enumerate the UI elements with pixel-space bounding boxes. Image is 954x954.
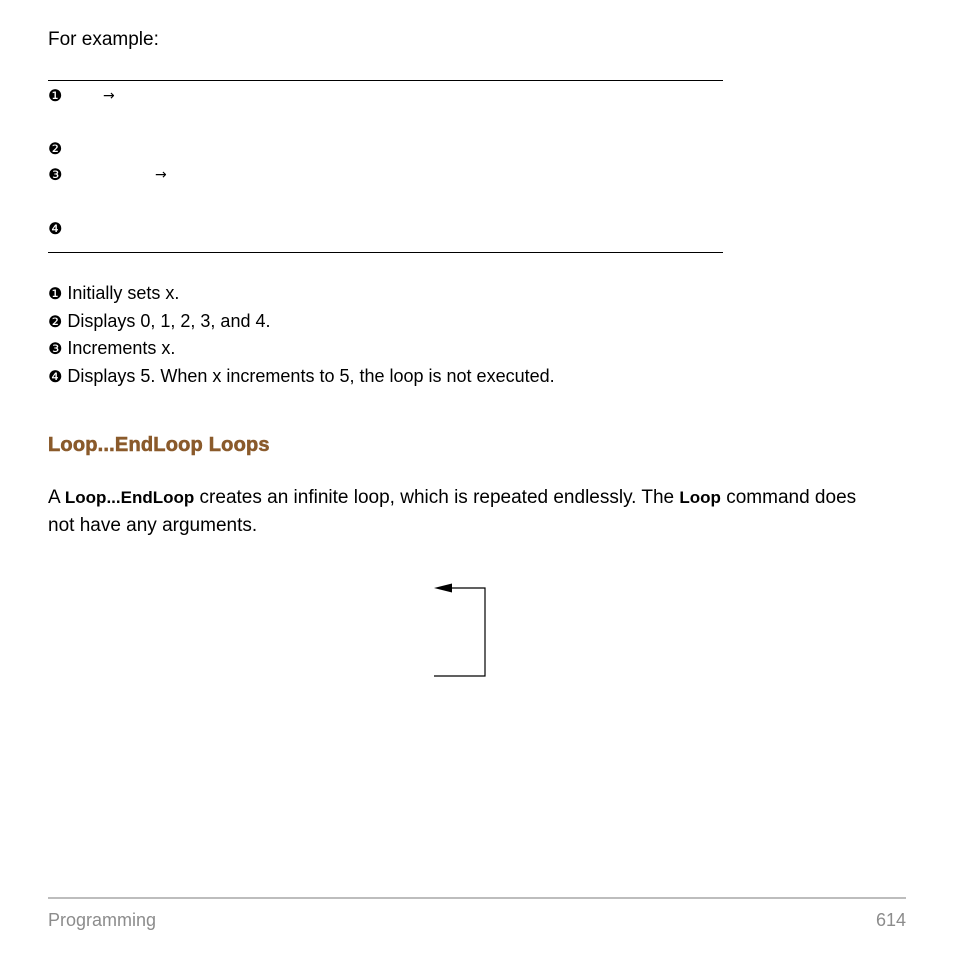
note-text: Displays 5. When x increments to 5, the loop is not executed. bbox=[67, 365, 555, 386]
keyword-loop-endloop: Loop...EndLoop bbox=[64, 488, 195, 507]
code-bottom-rule bbox=[48, 252, 723, 253]
note-item bbox=[48, 363, 555, 391]
store-arrow-icon: → bbox=[155, 167, 167, 183]
store-arrow-icon: → bbox=[103, 88, 115, 104]
intro-text: For example: bbox=[48, 29, 159, 50]
footer-rule bbox=[48, 897, 906, 899]
note-item bbox=[48, 280, 555, 308]
callout-4-icon: ❹ bbox=[48, 366, 63, 386]
loop-back-arrowhead-icon bbox=[434, 584, 452, 593]
footer-page-number: 614 bbox=[875, 910, 906, 930]
note-item bbox=[48, 308, 555, 336]
loop-connector-line bbox=[434, 588, 485, 676]
callout-notes bbox=[48, 280, 555, 390]
callout-3-icon: ❸ bbox=[48, 165, 63, 184]
footer-section-name: Programming bbox=[48, 910, 157, 930]
note-text: Initially sets x. bbox=[67, 283, 180, 303]
note-text: Increments x. bbox=[67, 338, 176, 358]
note-item bbox=[48, 335, 555, 363]
paragraph-text: command does not have any arguments. bbox=[48, 487, 857, 536]
callout-3-icon: ❸ bbox=[48, 339, 63, 358]
code-top-rule bbox=[48, 80, 723, 81]
section-paragraph bbox=[48, 484, 868, 539]
callout-1-icon: ❶ bbox=[48, 284, 63, 303]
callout-4-icon: ❹ bbox=[48, 219, 63, 238]
callout-2-icon: ❷ bbox=[48, 311, 63, 331]
paragraph-text: A bbox=[48, 487, 65, 508]
keyword-loop: Loop bbox=[679, 488, 721, 507]
paragraph-text: creates an infinite loop, which is repeated endlessly. The bbox=[194, 487, 680, 508]
loop-flow-diagram bbox=[420, 578, 500, 688]
note-text: Displays 0, 1, 2, 3, and 4. bbox=[67, 310, 271, 331]
callout-1-icon: ❶ bbox=[48, 86, 63, 105]
section-heading: Loop...EndLoop Loops bbox=[48, 434, 270, 456]
callout-2-icon: ❷ bbox=[48, 139, 63, 158]
